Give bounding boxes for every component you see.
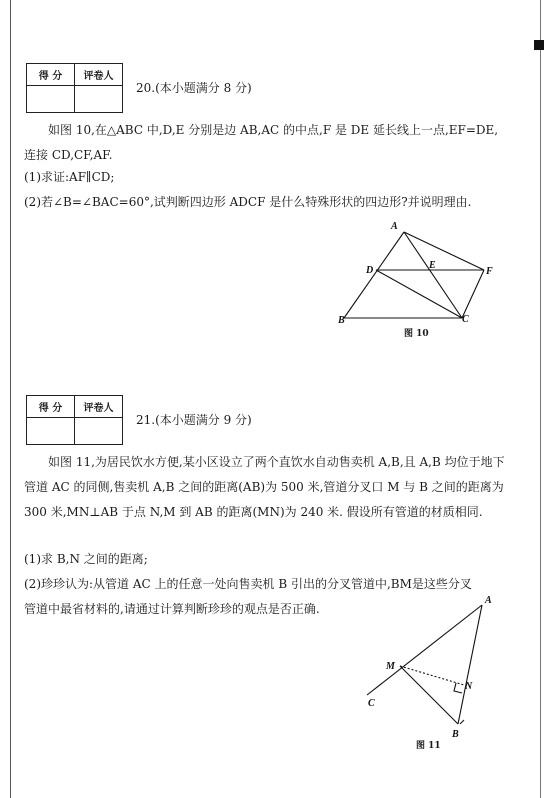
label-b: B: [338, 315, 345, 326]
q20-title: 20.(本小题满分 8 分): [136, 81, 252, 95]
q21-part2-line2: 管道中最省材料的,请通过计算判断珍珍的观点是否正确.: [24, 602, 320, 616]
segment-ab: [458, 605, 482, 724]
q21-title: 21.(本小题满分 9 分): [136, 413, 252, 427]
figure-10-caption: 图 10: [404, 329, 429, 339]
grader-label: 评卷人: [75, 396, 123, 418]
label-c: C: [462, 314, 469, 325]
q20-part1: (1)求证:AF∥CD;: [24, 170, 115, 184]
dash-mark: [460, 720, 464, 724]
label-b: B: [452, 729, 459, 740]
q21-stem: 如图 11,为居民饮水方便,某小区设立了两个直饮水自动售卖机 A,B,且 A,B 均位于地下管道 AC 的同侧,售卖机 A,B 之间的距离(AB)为 500 米,管道分叉口 M 与 B 之间的距离为 300 米,MN⊥AB 于点 N,M 到 AB 的距离(MN)为 240 米. 假设所有管道的材质相同.: [24, 455, 505, 519]
figure-11-caption: 图 11: [416, 741, 441, 751]
right-angle-mark: [454, 683, 462, 693]
segment-mb: [400, 666, 458, 724]
label-c: C: [368, 698, 375, 709]
label-m: M: [386, 661, 395, 672]
label-f: F: [486, 266, 493, 277]
q20-part2: (2)若∠B=∠BAC=60°,试判断四边形 ADCF 是什么特殊形状的四边形?并说明理由.: [24, 195, 472, 209]
q21-part2-line1: (2)珍珍认为:从管道 AC 上的任意一处向售卖机 B 引出的分叉管道中,BM是这些分叉: [24, 577, 472, 591]
label-a: A: [485, 595, 492, 606]
score-label: 得 分: [27, 64, 75, 86]
label-e: E: [429, 260, 436, 271]
label-n: N: [465, 681, 473, 692]
score-label: 得 分: [27, 396, 75, 418]
q20-stem: 如图 10,在△ABC 中,D,E 分别是边 AB,AC 的中点,F 是 DE 延长线上一点,EF=DE,连接 CD,CF,AF.: [24, 123, 499, 162]
grader-label: 评卷人: [75, 64, 123, 86]
label-d: D: [366, 265, 374, 276]
q21-part1: (1)求 B,N 之间的距离;: [24, 552, 148, 566]
label-a: A: [391, 221, 398, 232]
